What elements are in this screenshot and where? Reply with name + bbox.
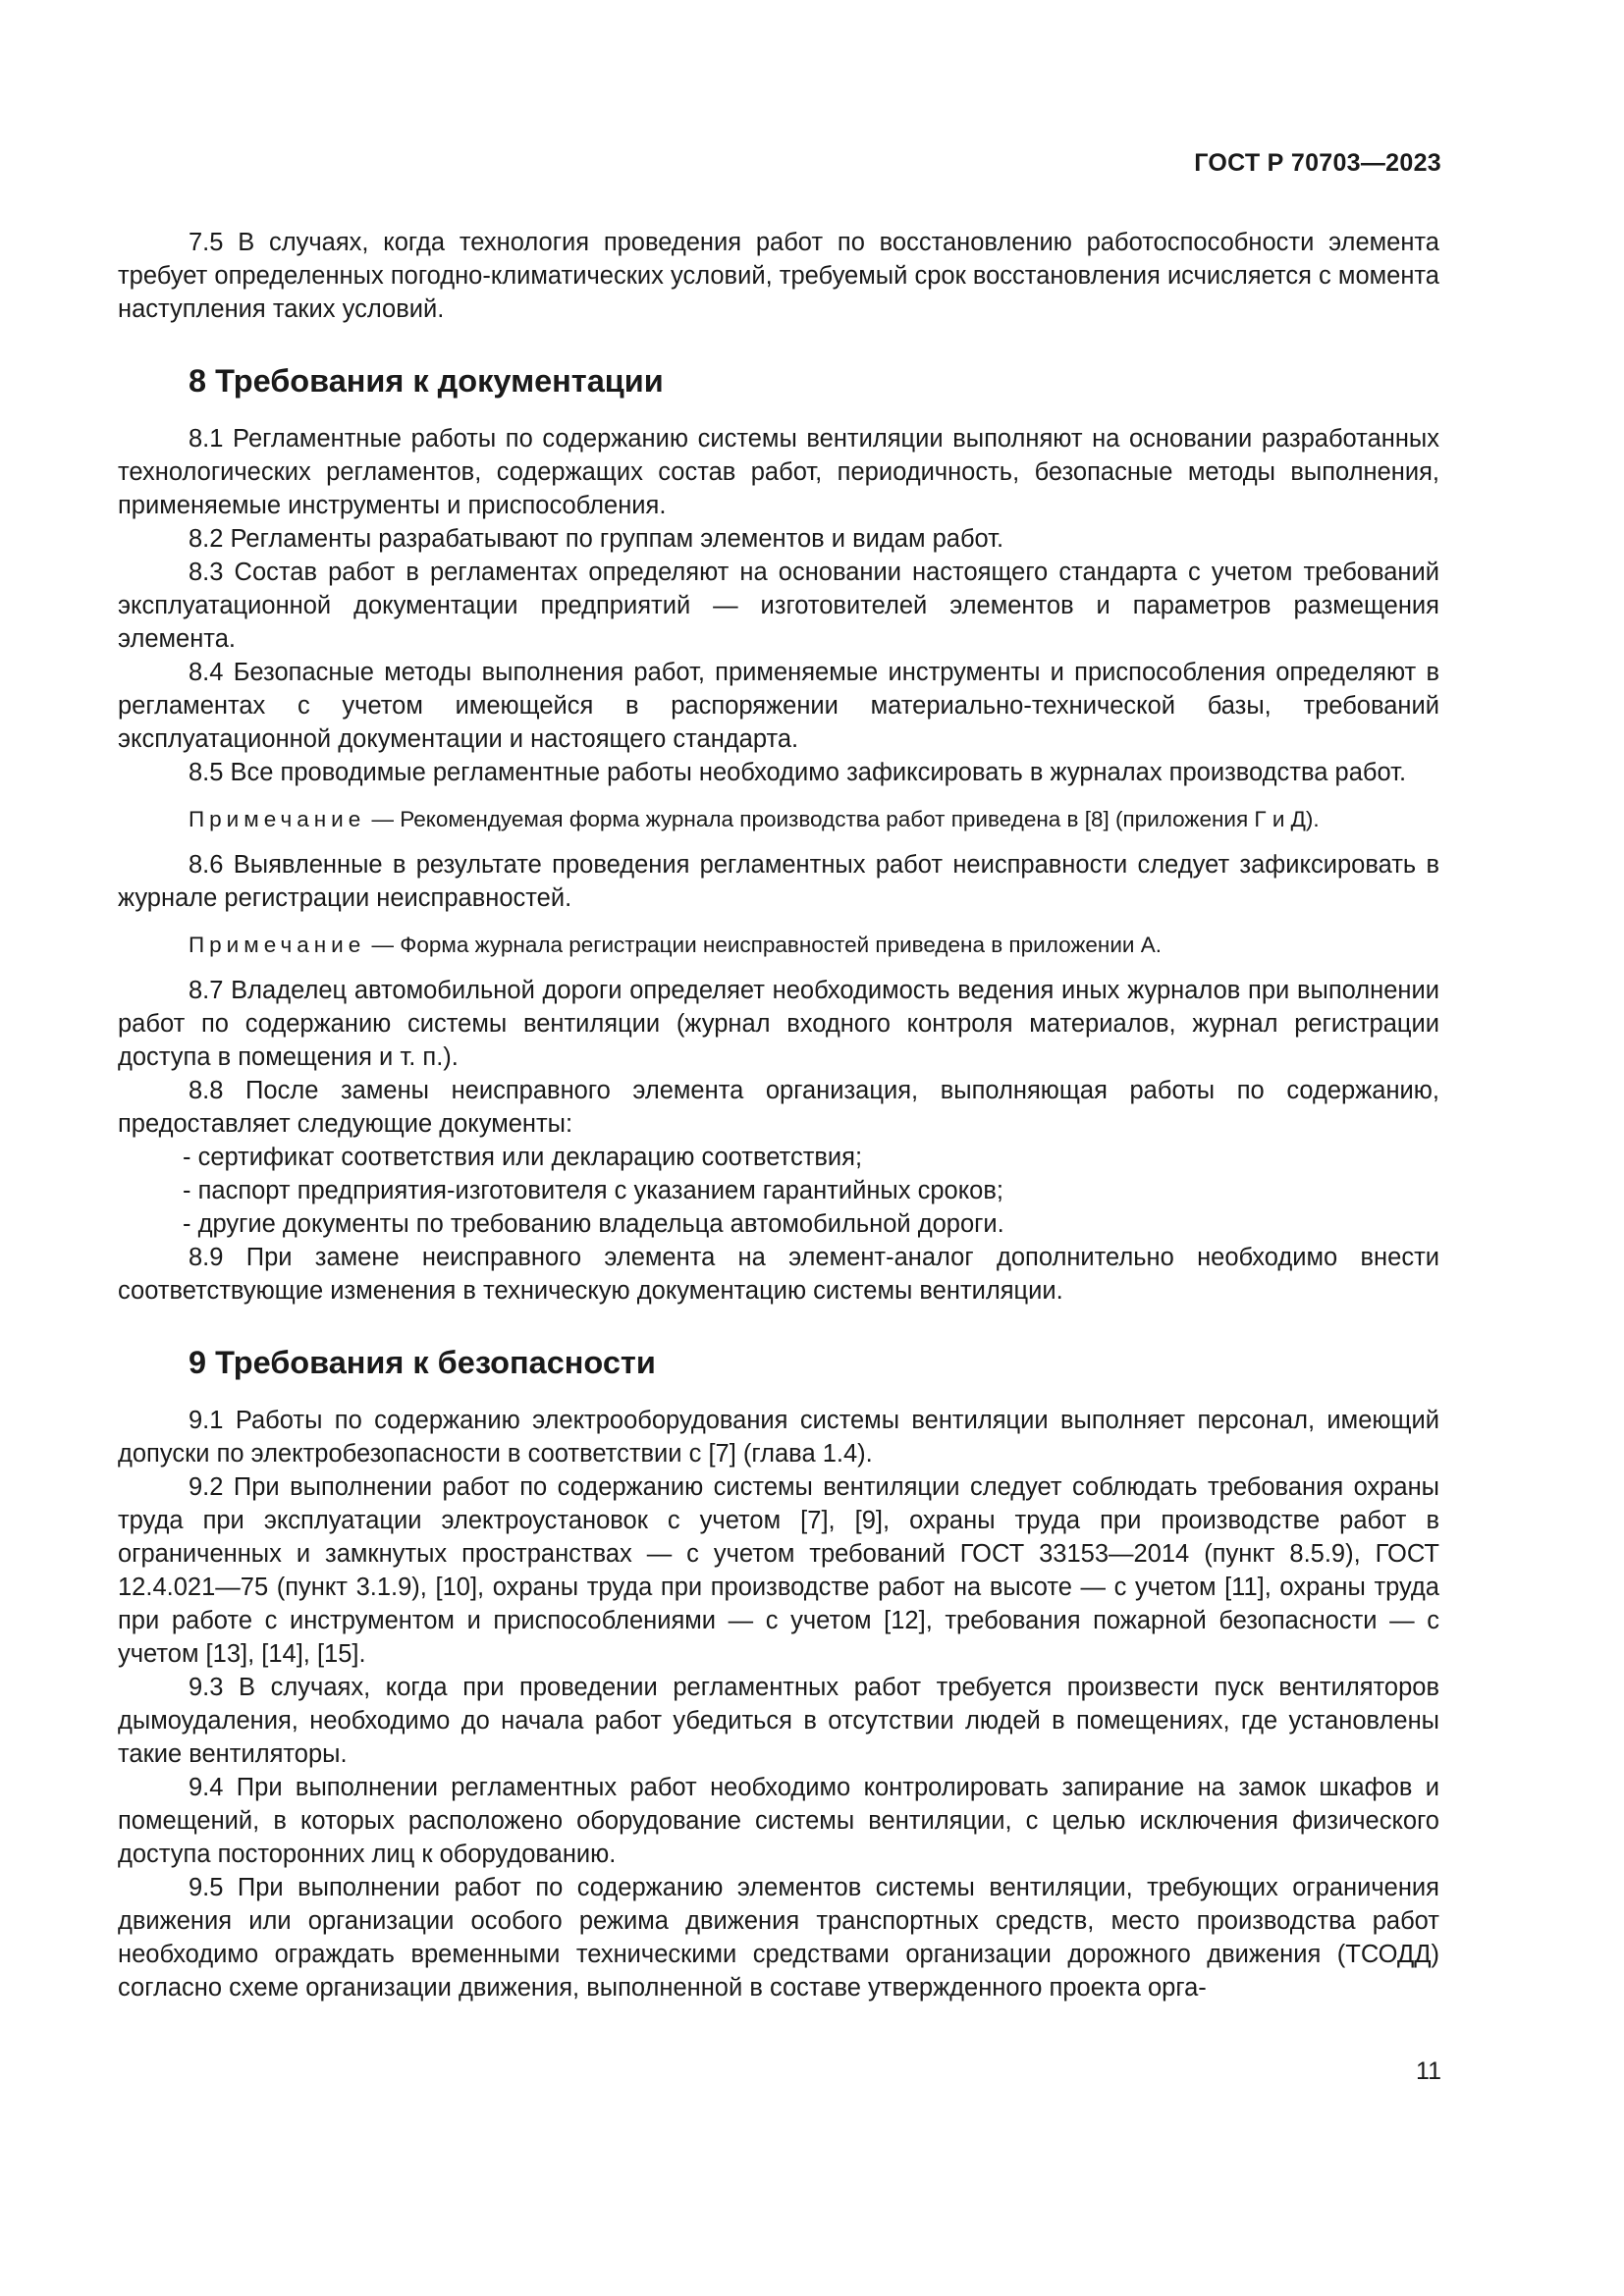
paragraph-8-7: 8.7 Владелец автомобильной дороги определяет необходимость ведения иных журналов при выполнении работ по содержанию системы вентиляции (журнал входного контроля материалов, журнал регистрации доступа в помещения и т. п.).	[118, 977, 1439, 1071]
page-number: 11	[1416, 2057, 1441, 2085]
paragraph-9-5: 9.5 При выполнении работ по содержанию элементов системы вентиляции, требующих ограничения движения или организации особого режима движения транспортных средств, место производства работ необходимо ограждать временными техническими средствами организации дорожного движения (ТСОДД) согласно схеме организации движения, выполненной в составе утвержденного проекта орга-	[118, 1874, 1439, 2002]
section-9-title: 9 Требования к безопасности	[189, 1345, 656, 1380]
paragraph-7-5: 7.5 В случаях, когда технология проведения работ по восстановлению работоспособности элемента требует определенных погодно-климатических условий, требуемый срок восстановления исчисляется с момента наступления таких условий.	[118, 229, 1439, 323]
paragraph-9-2: 9.2 При выполнении работ по содержанию системы вентиляции следует соблюдать требования охраны труда при эксплуатации электроустановок с учетом [7], [9], охраны труда при производстве работ в ограниченных и замкнутых пространствах — с учетом требований ГОСТ 33153—2014 (пункт 8.5.9), ГОСТ 12.4.021—75 (пункт 3.1.9), [10], охраны труда при производстве работ на высоте — с учетом [11], охраны труда при работе с инструментом и приспособлениями — с учетом [12], требования пожарной безопасности — с учетом [13], [14], [15].	[118, 1473, 1439, 1668]
paragraph-8-9: 8.9 При замене неисправного элемента на элемент-аналог дополнительно необходимо внести соответствующие изменения в техническую документацию системы вентиляции.	[118, 1244, 1439, 1305]
paragraph-9-1: 9.1 Работы по содержанию электрооборудования системы вентиляции выполняет персонал, имеющий допуски по электробезопасности в соответствии с [7] (глава 1.4).	[118, 1407, 1439, 1468]
paragraph-8-3: 8.3 Состав работ в регламентах определяют на основании настоящего стандарта с учетом требований эксплуатационной документации предприятий — изготовителей элементов и параметров размещения элемента.	[118, 559, 1439, 653]
paragraph-8-8: 8.8 После замены неисправного элемента организация, выполняющая работы по содержанию, предоставляет следующие документы:	[118, 1077, 1439, 1138]
list-item: - другие документы по требованию владельца автомобильной дороги.	[183, 1210, 1004, 1238]
note-8-6	[118, 931, 1439, 960]
paragraph-8-2: 8.2 Регламенты разрабатывают по группам элементов и видам работ.	[189, 525, 1004, 553]
note-label: Примечание	[189, 933, 366, 957]
note-text: — Форма журнала регистрации неисправностей приведена в приложении А.	[365, 933, 1162, 957]
paragraph-8-4: 8.4 Безопасные методы выполнения работ, применяемые инструменты и приспособления определяют в регламентах с учетом имеющейся в распоряжении материально-технической базы, требований эксплуатационной документации и настоящего стандарта.	[118, 659, 1439, 753]
note-text: — Рекомендуемая форма журнала производства работ приведена в [8] (приложения Г и Д).	[365, 807, 1320, 831]
list-item: - паспорт предприятия-изготовителя с указанием гарантийных сроков;	[183, 1177, 1003, 1204]
paragraph-9-4: 9.4 При выполнении регламентных работ необходимо контролировать запирание на замок шкафов и помещений, в которых расположено оборудование системы вентиляции, с целью исключения физического доступа посторонних лиц к оборудованию.	[118, 1774, 1439, 1868]
paragraph-8-5: 8.5 Все проводимые регламентные работы необходимо зафиксировать в журналах производства работ.	[189, 759, 1407, 786]
standard-header: ГОСТ Р 70703—2023	[1194, 149, 1441, 177]
list-item: - сертификат соответствия или декларацию соответствия;	[183, 1144, 863, 1171]
paragraph-9-3: 9.3 В случаях, когда при проведении регламентных работ требуется произвести пуск вентиляторов дымоудаления, необходимо до начала работ убедиться в отсутствии людей в помещениях, где установлены такие вентиляторы.	[118, 1674, 1439, 1768]
section-8-title: 8 Требования к документации	[189, 363, 664, 399]
note-8-5	[118, 805, 1439, 834]
paragraph-8-1: 8.1 Регламентные работы по содержанию системы вентиляции выполняют на основании разработанных технологических регламентов, содержащих состав работ, периодичность, безопасные методы выполнения, применяемые инструменты и приспособления.	[118, 425, 1439, 519]
paragraph-8-6: 8.6 Выявленные в результате проведения регламентных работ неисправности следует зафиксировать в журнале регистрации неисправностей.	[118, 851, 1439, 912]
note-label: Примечание	[189, 807, 366, 831]
document-body	[118, 226, 1439, 2004]
